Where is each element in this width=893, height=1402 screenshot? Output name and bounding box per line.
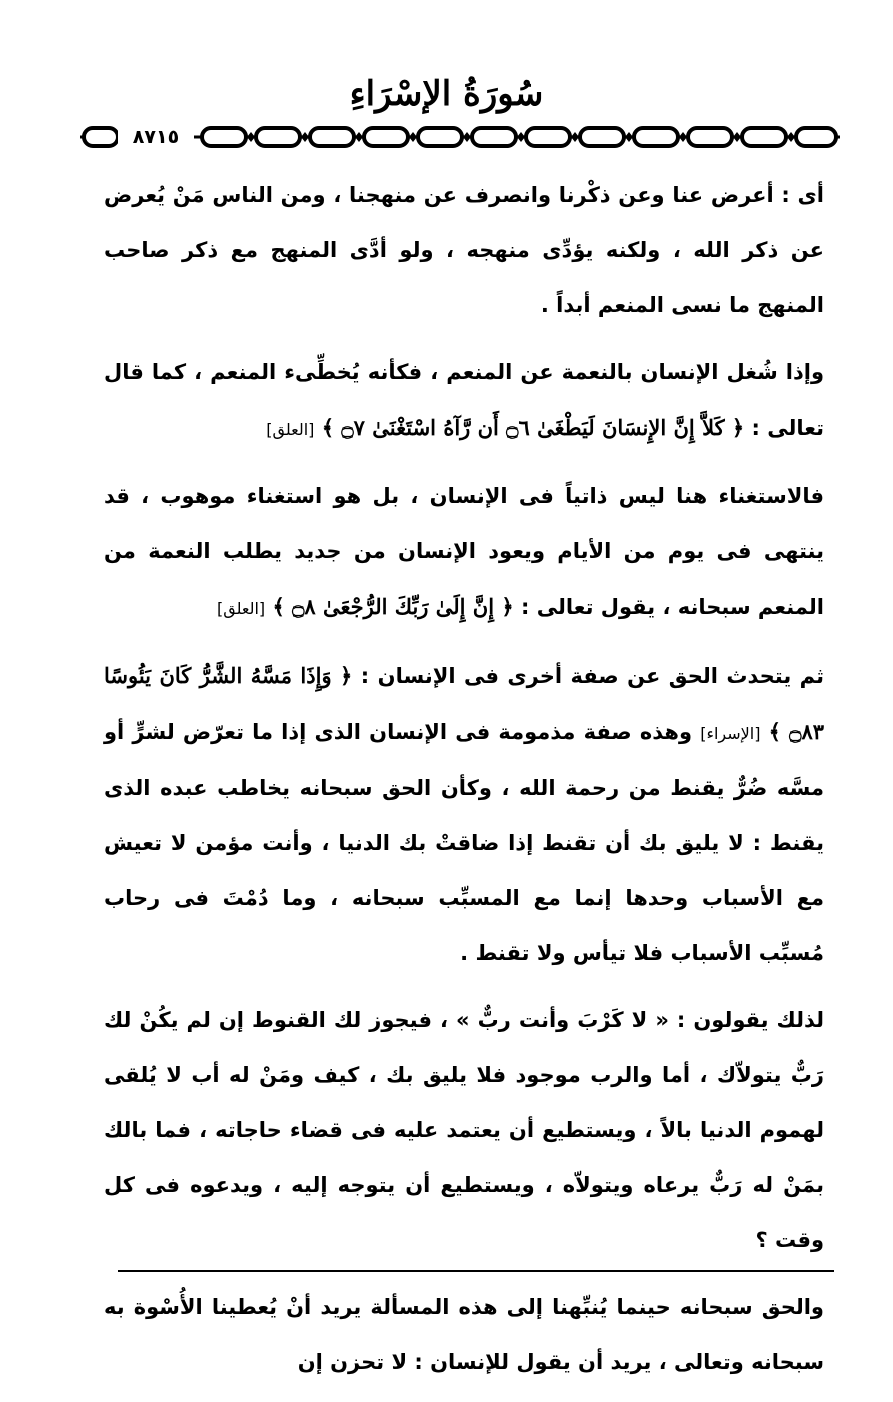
paragraph-text: ثم يتحدث الحق عن صفة أخرى فى الإنسان : bbox=[360, 664, 825, 688]
paragraph-text: لذلك يقولون : « لا كَرْبَ وأنت ربٌّ » ، فيجوز لك القنوط إن لم يكُنْ لك رَبٌّ يتولاّك ، أما والرب موجود فلا يليق بك ، كيف ومَنْ له أب لا يُلقى لهموم الدنيا بالاً ، ويستطيع أن يعتمد عليه فى قضاء حاجاته ، فما بالك بمَنْ له رَبٌّ يرعاه ويتولاّه ، ويستطيع أن يتوجه إليه ، ويدعوه فى كل وقت ؟ bbox=[104, 1008, 824, 1252]
paragraph-text: وهذه صفة مذمومة فى الإنسان الذى إذا ما تعرّض لشرٍّ أو مسَّه ضُرٌّ يقنط من رحمة الله ، وكأن الحق سبحانه يخاطب عبده الذى يقنط : لا يليق بك أن تقنط إذا ضاقتْ بك الدنيا ، وأنت مؤمن لا تعيش مع الأسباب وحدها إنما مع المسبِّب سبحانه ، وما دُمْتَ فى رحاب مُسبِّب الأسباب فلا تيأس ولا تقنط . bbox=[104, 720, 824, 965]
paragraph-text: والحق سبحانه حينما يُنبِّهنا إلى هذه المسألة يريد أنْ يُعطينا الأُسْوة به سبحانه وتعالى ، يريد أن يقول للإنسان : لا تحزن إن bbox=[104, 1295, 824, 1374]
paragraph-3 bbox=[104, 469, 824, 636]
paragraph-text: فالاستغناء هنا ليس ذاتياً فى الإنسان ، بل هو استغناء موهوب ، قد ينتهى فى يوم من الأيام ويعود الإنسان من جديد يطلب النعمة من المنعم سبحانه ، يقول تعالى : bbox=[104, 484, 824, 619]
paragraph-4 bbox=[104, 648, 824, 981]
paragraph-2 bbox=[104, 345, 824, 457]
verse-reference: [العلق] bbox=[217, 599, 266, 618]
quran-verse: ﴿ وَإِذَا مَسَّهُ الشَّرُّ كَانَ يَئُوسًا ۝٨٣ ﴾ bbox=[104, 663, 825, 744]
body-text bbox=[104, 168, 824, 1402]
paragraph-1 bbox=[104, 168, 824, 333]
verse-reference: [العلق] bbox=[266, 420, 315, 439]
quran-verse: ﴿ إِنَّ إِلَىٰ رَبِّكَ الرُّجْعَىٰ ۝٨ ﴾ bbox=[272, 594, 514, 619]
verse-reference: [الإسراء] bbox=[700, 724, 761, 743]
paragraph-text: أى : أعرض عنا وعن ذكْرنا وانصرف عن منهجنا ، ومن الناس مَنْ يُعرض عن ذكر الله ، ولكنه يؤدِّى منهجه ، ولو أدَّى المنهج مع ذكر صاحب المنهج ما نسى المنعم أبداً . bbox=[104, 183, 824, 317]
ornamental-header-border bbox=[80, 122, 840, 152]
quran-verse: ﴿ كَلاَّ إِنَّ الإِنسَانَ لَيَطْغَىٰ ۝٦ أَن رَّآهُ اسْتَغْنَىٰ ۝٧ ﴾ bbox=[321, 415, 745, 440]
paragraph-6 bbox=[104, 1280, 824, 1390]
surah-title: سُورَةُ الإسْرَاءِ bbox=[349, 74, 544, 114]
paragraph-text: وإذا شُغل الإنسان بالنعمة عن المنعم ، فكأنه يُخطِّىء المنعم ، كما قال تعالى : bbox=[104, 360, 824, 440]
footer-divider bbox=[118, 1270, 834, 1272]
page-number: ٨٧١٥ bbox=[118, 124, 194, 150]
paragraph-5 bbox=[104, 993, 824, 1268]
